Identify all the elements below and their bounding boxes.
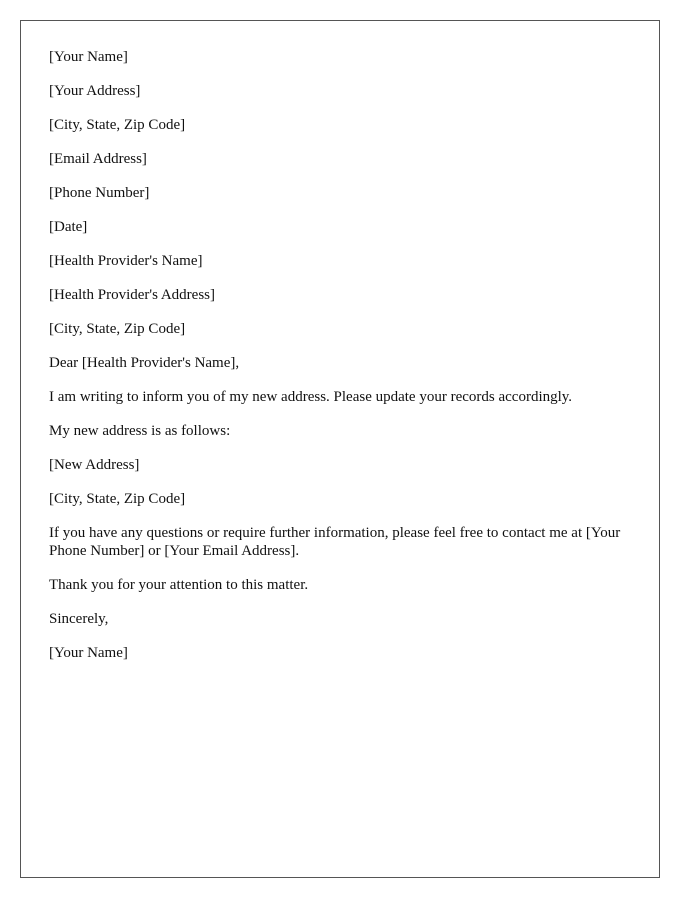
signature: [Your Name] <box>49 645 128 661</box>
recipient-city-state-zip: [City, State, Zip Code] <box>49 321 186 337</box>
sender-city-state-zip: [City, State, Zip Code] <box>49 117 186 133</box>
closing: Sincerely, <box>49 611 109 627</box>
new-address: [New Address] <box>49 457 140 473</box>
letter-date: [Date] <box>49 219 88 235</box>
sender-email: [Email Address] <box>49 151 147 167</box>
sender-name: [Your Name] <box>49 49 128 65</box>
thanks-paragraph: Thank you for your attention to this matter. <box>49 577 309 593</box>
sender-phone: [Phone Number] <box>49 185 150 201</box>
salutation: Dear [Health Provider's Name], <box>49 355 240 371</box>
intro-paragraph: I am writing to inform you of my new address. Please update your records accordingly. <box>49 389 573 405</box>
new-city-state-zip: [City, State, Zip Code] <box>49 491 186 507</box>
new-address-label: My new address is as follows: <box>49 423 231 439</box>
recipient-address: [Health Provider's Address] <box>49 287 216 303</box>
sender-address: [Your Address] <box>49 83 141 99</box>
contact-paragraph: If you have any questions or require further information, please feel free to contact me at [Your Phone Number] or [Your Email Address]. <box>49 525 621 559</box>
letter-page <box>20 20 660 878</box>
recipient-name: [Health Provider's Name] <box>49 253 203 269</box>
